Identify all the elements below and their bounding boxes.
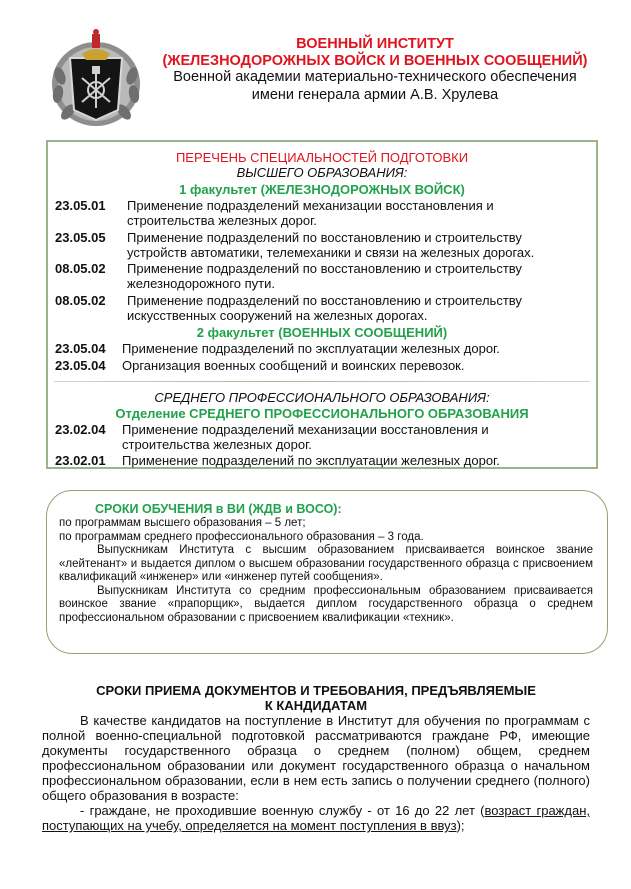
specialty-desc: Применение подразделений по эксплуатации железных дорог. bbox=[122, 453, 500, 468]
specialty-row bbox=[48, 293, 596, 323]
specialty-row bbox=[48, 453, 596, 468]
specialty-desc: Применение подразделений по восстановлению и строительству bbox=[127, 261, 522, 276]
age-requirement-end: ); bbox=[456, 818, 465, 833]
specialties-box bbox=[46, 140, 598, 469]
specialty-desc: Применение подразделений по эксплуатации железных дорог. bbox=[122, 341, 500, 356]
age-requirement-text: - граждане, не проходившие военную службу - от 16 до 22 лет ( bbox=[80, 803, 485, 818]
specialty-desc: Применение подразделений по восстановлению и строительству bbox=[127, 292, 522, 308]
graduate-higher-paragraph: Выпускникам Института с высшим образованием присваивается воинское звание «лейтенант» и выдается диплом о высшем образовании государственного образца с присвоением квалификаций «инженер» или «инженер путей сообщения». bbox=[59, 544, 593, 583]
institute-title-line2: (ЖЕЛЕЗНОДОРОЖНЫХ ВОЙСК И ВОЕННЫХ СООБЩЕНИЙ) bbox=[162, 52, 588, 69]
faculty1-heading: 1 факультет (ЖЕЛЕЗНОДОРОЖНЫХ ВОЙСК) bbox=[179, 182, 465, 197]
specialty-desc-cont: железнодорожного пути. bbox=[127, 276, 276, 291]
specialty-desc: Организация военных сообщений и воинских перевозок. bbox=[122, 357, 465, 373]
specialty-desc: Применение подразделений механизации восстановления и bbox=[122, 421, 489, 437]
specialty-code: 23.05.04 bbox=[55, 341, 106, 356]
specialty-row bbox=[48, 198, 596, 228]
study-terms-box bbox=[46, 490, 608, 654]
specialty-desc-cont: строительства железных дорог. bbox=[127, 213, 317, 228]
study-terms-heading: СРОКИ ОБУЧЕНИЯ в ВИ (ЖДВ и ВОСО): bbox=[95, 502, 342, 516]
specialty-row bbox=[48, 341, 596, 356]
specialty-row bbox=[48, 261, 596, 291]
specialty-code: 08.05.02 bbox=[55, 292, 106, 308]
age-requirement-note: возраст граждан, поступающих на учебу, определяется на момент поступления в ввуз bbox=[42, 803, 590, 833]
specialty-code: 08.05.02 bbox=[55, 261, 106, 276]
section-divider bbox=[54, 381, 590, 382]
specialty-row bbox=[48, 358, 596, 373]
specialty-row bbox=[48, 422, 596, 452]
secondary-education-label: СРЕДНЕГО ПРОФЕССИОНАЛЬНОГО ОБРАЗОВАНИЯ: bbox=[154, 389, 490, 405]
academy-subtitle-line2: имени генерала армии А.В. Хрулева bbox=[251, 86, 499, 103]
specialties-heading: ПЕРЕЧЕНЬ СПЕЦИАЛЬНОСТЕЙ ПОДГОТОВКИ bbox=[175, 150, 469, 165]
age-requirement-item bbox=[42, 803, 590, 833]
admission-paragraph: В качестве кандидатов на поступление в Институт для обучения по программам с полной военно-специальной подготовкой рассматриваются граждане РФ, имеющие документы государственного образца о среднем (полном) общем, среднем профессиональном образовании или документ государственного образца о начальном профессиональном образовании, если в нем есть запись о получении среднего (полного) общего образования в возрасте: bbox=[42, 713, 590, 803]
specialty-desc: Применение подразделений по восстановлению и строительству bbox=[127, 229, 522, 245]
institute-title-block bbox=[130, 36, 620, 104]
specialty-code: 23.05.05 bbox=[55, 229, 106, 245]
admission-heading-line1: СРОКИ ПРИЕМА ДОКУМЕНТОВ И ТРЕБОВАНИЯ, ПРЕДЪЯВЛЯЕМЫЕ bbox=[96, 683, 536, 698]
study-term-higher: по программам высшего образования – 5 лет; bbox=[59, 517, 306, 529]
study-term-secondary: по программам среднего профессионального образования – 3 года. bbox=[59, 530, 424, 543]
admission-section bbox=[42, 683, 590, 833]
specialty-desc-cont: искусственных сооружений на железных дорогах. bbox=[127, 307, 428, 323]
faculty2-heading: 2 факультет (ВОЕННЫХ СООБЩЕНИЙ) bbox=[196, 325, 448, 340]
graduate-secondary-paragraph: Выпускникам Института со средним профессиональным образованием присваивается воинское звание «прапорщик», выдается диплом государственного образца о среднем профессиональном образовании с присвоением квалификации «техник». bbox=[59, 584, 593, 624]
specialty-desc: Применение подразделений механизации восстановления и bbox=[127, 198, 494, 213]
department-heading: Отделение СРЕДНЕГО ПРОФЕССИОНАЛЬНОГО ОБРАЗОВАНИЯ bbox=[115, 405, 529, 421]
page-header bbox=[0, 0, 631, 130]
specialty-code: 23.02.04 bbox=[55, 421, 106, 437]
higher-education-label: ВЫСШЕГО ОБРАЗОВАНИЯ: bbox=[236, 165, 408, 180]
specialty-code: 23.02.01 bbox=[55, 453, 106, 468]
specialty-desc-cont: устройств автоматики, телемеханики и связи на железных дорогах. bbox=[127, 244, 535, 260]
academy-subtitle-line1: Военной академии материально-технического обеспечения bbox=[173, 69, 577, 85]
specialty-desc-cont: строительства железных дорог. bbox=[122, 436, 312, 452]
specialty-code: 23.05.04 bbox=[55, 357, 106, 373]
institute-title-line1: ВОЕННЫЙ ИНСТИТУТ bbox=[296, 36, 454, 52]
admission-heading-line2: К КАНДИДАТАМ bbox=[264, 698, 368, 713]
specialty-row bbox=[48, 230, 596, 260]
specialty-code: 23.05.01 bbox=[55, 198, 106, 213]
